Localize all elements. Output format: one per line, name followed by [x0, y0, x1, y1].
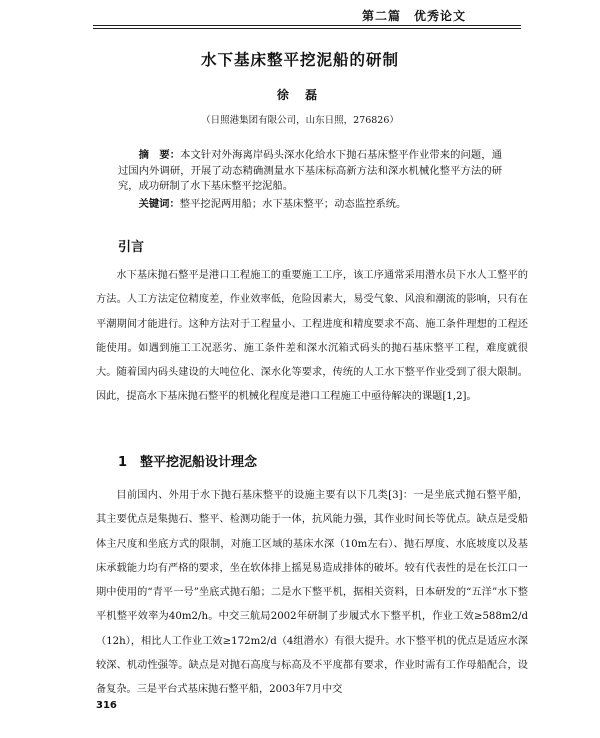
- author-affiliation: （日照港集团有限公司，山东日照，276826）: [201, 115, 399, 126]
- running-header-text: 第二篇 优秀论文: [362, 9, 467, 23]
- header-rule-thin: [93, 28, 521, 29]
- abstract: [118, 148, 502, 195]
- author-name: 徐 磊: [276, 88, 324, 102]
- header-rule: [93, 25, 521, 26]
- abstract-label: 摘 要：: [138, 149, 181, 161]
- running-header: [0, 0, 600, 26]
- page-number: 316: [96, 700, 117, 711]
- section-heading-intro: 引言: [118, 240, 145, 255]
- section-1-paragraph: 目前国内、外用于水下抛石基床整平的设施主要有以下几类[3]：一是坐底式抛石整平船，其主要优点是集抛石、整平、检测功能于一体，抗风能力强，其作业时间长等优点。缺点是受船体主尺度和坐底方式的限制，对施工区域的基床水深（10m左右）、抛石厚度、水底坡度以及基床承载能力均有严格的要求，坐在软体排上摇晃易造成排体的破坏。较有代表性的是在长江口一期中使用的“青平一号”坐底式抛石船；二是水下整平机，据相关资料，日本研发的“五洋”水下整平机整平效率为40m2/h。中交三航局2002年研制了步履式水下整平机，作业工效≥588m2/d（12h），相比人工作业工效≥172m2/d（4组潜水）有很大提升。水下整平机的优点是适应水深较深、机动性强等。缺点是对抛石高度与标高及不平度都有要求，作业时需有工作母船配合，设备复杂。三是平台式基床抛石整平船，2003年7月中交: [96, 490, 528, 696]
- keywords-text: 整平挖泥两用船；水下基床整平；动态监控系统。: [179, 198, 407, 210]
- section-heading-1: 1 整平挖泥船设计理念: [118, 455, 258, 470]
- keywords-label: 关键词：: [138, 198, 180, 210]
- paper-title: 水下基床整平挖泥船的研制: [200, 51, 399, 69]
- abstract-text: 本文针对外海离岸码头深水化给水下抛石基床整平作业带来的问题，通过国内外调研，开展了动态精确测量水下基床标高新方法和深水机械化整平方法的研究，成功研制了水下基床整平挖泥船。: [118, 149, 503, 192]
- intro-paragraph: 水下基床抛石整平是港口工程施工的重要施工工序，该工序通常采用潜水员下水人工整平的方法。人工方法定位精度差，作业效率低，危险因素大，易受气象、风浪和潮流的影响，只有在平潮期间才能进行。这种方法对于工程量小、工程进度和精度要求不高、施工条件理想的工程还能使用。如遇到施工工况恶劣、施工条件差和深水沉箱式码头的抛石基床整平工程，难度就很大。随着国内码头建设的大吨位化、深水化等要求，传统的人工水下整平作业受到了很大限制。因此，提高水下基床抛石整平的机械化程度是港口工程施工中亟待解决的课题[1,2]。: [96, 270, 528, 403]
- keywords: [118, 197, 502, 212]
